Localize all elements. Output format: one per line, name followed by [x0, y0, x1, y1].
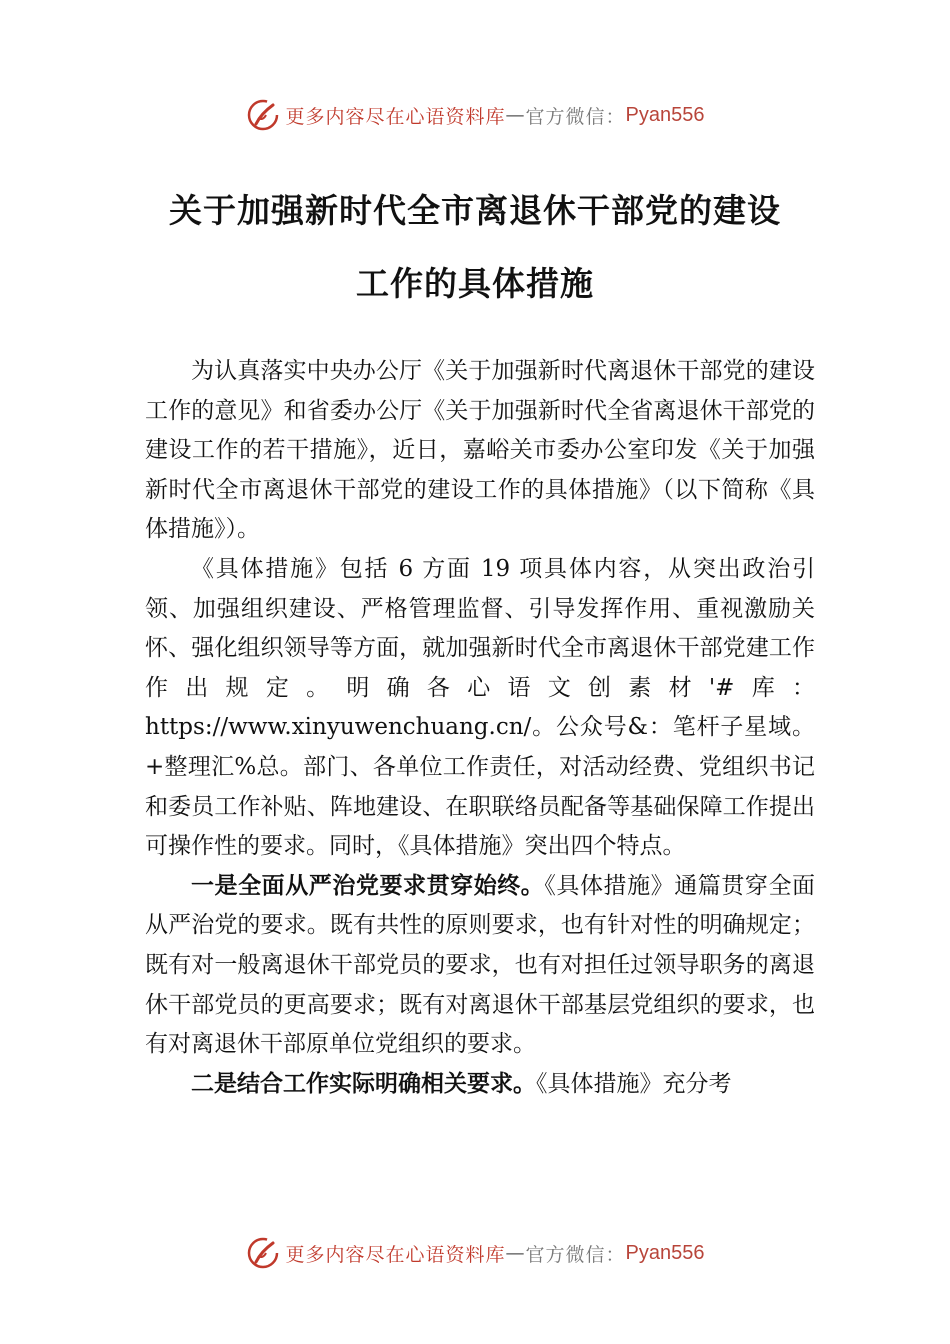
watermark-dash: —: [505, 1242, 526, 1264]
brush-logo-icon: [246, 1236, 280, 1270]
watermark-id: Pyan556: [625, 1241, 705, 1264]
watermark-site: 更多内容尽在心语资料库: [285, 1243, 506, 1266]
watermark-dash: —: [505, 104, 526, 126]
document-title-line-2: 工作的具体措施: [356, 264, 594, 303]
document-title-line-1: 关于加强新时代全市离退休干部党的建设: [169, 191, 781, 230]
paragraph-4-lead: 二是结合工作实际明确相关要求。: [191, 1070, 536, 1097]
paragraph-3-text: 《具体措施》通篇贯穿全面从严治党的要求。既有共性的原则要求，也有针对性的明确规定；既有对一般离退休干部党员的要求，也有对担任过领导职务的离退休干部党员的更高要求；既有对离退休干部基层党组织的要求，也有对离退休干部原单位党组织的要求。: [145, 872, 816, 1058]
watermark-label: 官方微信：: [525, 1243, 626, 1266]
brush-logo-icon: [246, 98, 280, 132]
paragraph-1: 为认真落实中央办公厅《关于加强新时代离退休干部党的建设工作的意见》和省委办公厅《关于加强新时代全省离退休干部党的建设工作的若干措施》，近日，嘉峪关市委办公室印发《关于加强新时代全市离退休干部党的建设工作的具体措施》（以下简称《具体措施》）。: [145, 358, 815, 543]
footer-watermark: [0, 1233, 950, 1273]
watermark-label: 官方微信：: [525, 105, 626, 128]
paragraph-4: [145, 1065, 815, 1105]
watermark-site: 更多内容尽在心语资料库: [285, 105, 506, 128]
header-watermark: [0, 95, 950, 135]
paragraph-4-text: 《具体措施》充分考: [536, 1070, 732, 1097]
document-body: [145, 352, 815, 1104]
paragraph-3-lead: 一是全面从严治党要求贯穿始终。: [191, 872, 545, 899]
watermark-id: Pyan556: [625, 103, 705, 126]
paragraph-3: [145, 867, 815, 1065]
paragraph-2: 《具体措施》包括 6 方面 19 项具体内容，从突出政治引领、加强组织建设、严格管理监督、引导发挥作用、重视激励关怀、强化组织领导等方面，就加强新时代全市离退休干部党建工作作出规定。明确各心语文创素材'#库：https://www.xinyuwenchuang.cn/。公众号&：笔杆子星域。+整理汇%总。部门、各单位工作责任，对活动经费、党组织书记和委员工作补贴、阵地建设、在职联络员配备等基础保障工作提出可操作性的要求。同时，《具体措施》突出四个特点。: [145, 555, 815, 860]
